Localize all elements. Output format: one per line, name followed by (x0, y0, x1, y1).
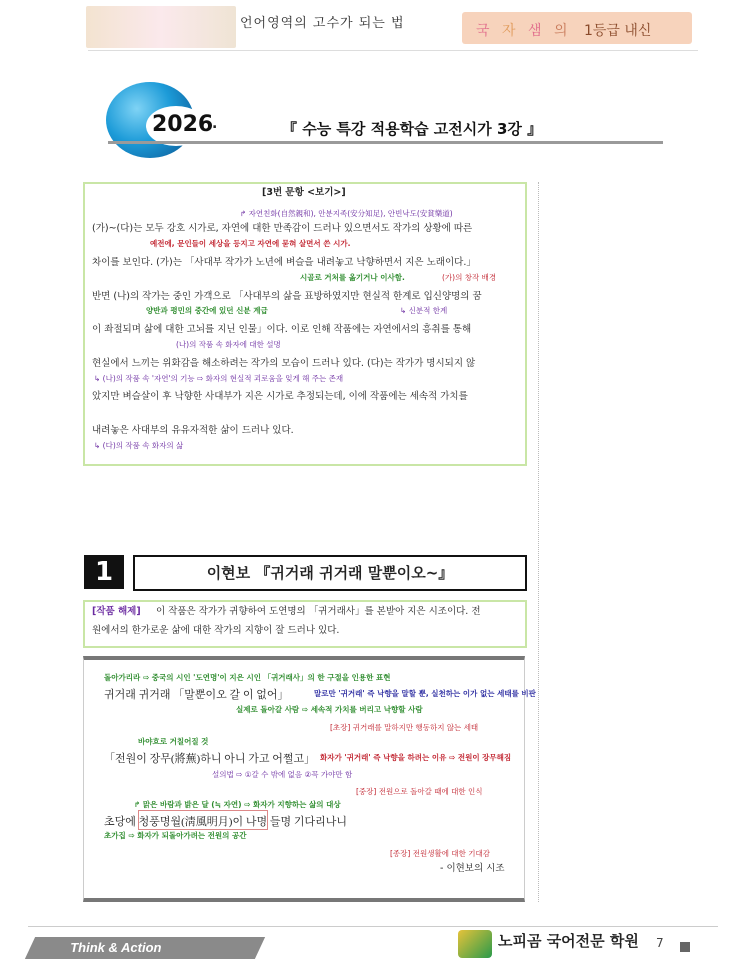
note-9: ↳ (다)의 작품 속 화자의 삶 (94, 441, 184, 450)
section-number: 1 (84, 555, 124, 589)
tag-text: 1등급 내신 (584, 23, 652, 39)
poem-line-3: 초당에 청풍명월(淸風明月)이 나명 들명 기다리나니 (104, 816, 347, 828)
header-illustration (86, 6, 236, 48)
poem-annot-7: 설의법 ⇨ ①갈 수 밖에 없음 ②꼭 가야만 함 (212, 770, 353, 779)
tag-char-2: 자 (502, 23, 516, 39)
poem-annot-2: 말로만 '귀거래' 즉 낙향을 말할 뿐, 실천하는 이가 없는 세태를 비판 (314, 689, 536, 698)
footer-slogan-bar (25, 937, 265, 959)
note-6: ↳ 신분적 한계 (400, 306, 448, 315)
poem-annot-6: 화자가 '귀거래' 즉 낙향을 하려는 이유 ⇨ 전원이 장무해짐 (320, 753, 512, 762)
bogi-line-6: 았지만 벼슬살이 후 낙향한 사대부가 지은 시가로 추정되는데, 이에 작품에는 세속적 가치를 (92, 391, 468, 402)
poem-line-1: 귀거래 귀거래 「말뿐이오 갈 이 없어」 (104, 689, 289, 701)
note-5: 양반과 평민의 중간에 있던 신분 계급 (146, 306, 268, 315)
header-tag (462, 12, 692, 44)
bogi-line-4: 이 좌절되며 삶에 대한 고뇌를 지닌 인물」이다. 이로 인해 작품에는 자연에서의 흥취를 통해 (92, 324, 472, 335)
poem-highlight-box (138, 810, 268, 830)
bogi-line-5: 현실에서 느끼는 위화감을 해소하려는 작가의 모습이 드러나 있다. (다)는 작가가 명시되지 않 (92, 358, 476, 369)
poem-annot-4: [초장] 귀거래를 말하지만 행동하지 않는 세태 (330, 723, 479, 732)
poem-annot-10: 초가집 ⇨ 화자가 되돌아가려는 전원의 공간 (104, 831, 247, 840)
page-number: 7 (656, 936, 664, 950)
bogi-heading: [3번 문항 <보기>] (262, 187, 346, 198)
bogi-line-2: 차이를 보인다. (가)는 「사대부 작가가 노년에 벼슬을 내려놓고 낙향하면서 지은 노래이다.」 (92, 257, 476, 268)
note-1: ↱ 자연친화(自然親和), 안분지족(安分知足), 안빈낙도(安貧樂道) (240, 209, 453, 218)
explain-label: [작품 해제] (92, 606, 141, 617)
academy-logo (458, 930, 492, 958)
tag-char-4: 의 (554, 23, 568, 39)
page-title: 『 수능 특강 적용학습 고전시가 3강 』 (282, 120, 543, 138)
bogi-line-3: 반면 (나)의 작가는 중인 가객으로 「사대부의 삶을 표방하였지만 현실적 한계로 입신양명의 꿈 (92, 291, 482, 302)
tag-char-3: 샘 (528, 23, 542, 39)
poem-annot-8: [중장] 전원으로 돌아갈 때에 대한 인식 (356, 787, 483, 796)
poem-annot-1: 돌아가리라 ⇨ 중국의 시인 '도연명'이 지은 시인 「귀거래사」의 한 구절을 인용한 표현 (104, 673, 391, 682)
note-2: 예전에, 문인들이 세상을 등지고 자연에 묻혀 살면서 쓴 시가. (150, 239, 351, 248)
logo-dot: . (212, 116, 218, 132)
title-rule (108, 141, 663, 144)
explain-line-2: 원에서의 한가로운 삶에 대한 작가의 지향이 잘 드러나 있다. (92, 625, 340, 636)
poem-annot-3: 실제로 돌아갈 사람 ⇨ 세속적 가치를 버리고 낙향할 사람 (236, 705, 423, 714)
poem-annot-9: ↱ 맑은 바람과 밝은 달 (≒ 자연) ⇨ 화자가 지향하는 삶의 대상 (134, 800, 341, 809)
header-title: 언어영역의 고수가 되는 법 (240, 16, 405, 31)
note-4: (가)의 창작 배경 (442, 273, 497, 282)
note-8: ↳ (나)의 작품 속 '자연'의 기능 ⇨ 화자의 현실적 괴로움을 잊게 해 주는 존재 (94, 374, 344, 383)
column-guide (538, 182, 539, 902)
note-3: 시골로 거처를 옮기거나 이사함. (300, 273, 405, 282)
footer-slogan: Think & Action (70, 940, 162, 955)
bogi-line-1: (가)~(다)는 모두 강호 시가로, 자연에 대한 만족감이 드러나 있으면서도 작가의 상황에 따른 (92, 223, 473, 234)
bogi-line-7: 내려놓은 사대부의 유유자적한 삶이 드러나 있다. (92, 425, 294, 436)
poem-annot-11: [종장] 전원생활에 대한 기대감 (390, 849, 490, 858)
poem-annot-5: 바야흐로 거칠어질 것 (138, 737, 209, 746)
footer-academy: 노피곰 국어전문 학원 (498, 932, 639, 950)
explain-line-1: 이 작품은 작가가 귀향하여 도연명의 「귀거래사」를 본받아 지은 시조이다. 전 (156, 606, 481, 617)
note-7: (나)의 작품 속 화자에 대한 설명 (176, 340, 281, 349)
logo-year: 2026 (152, 112, 214, 137)
tag-char-1: 국 (476, 23, 490, 39)
header-divider (88, 50, 698, 51)
page-corner-mark (680, 942, 690, 952)
poem-author: - 이현보의 시조 (440, 863, 505, 874)
poem-line-2: 「전원이 장무(將蕪)하니 아니 가고 어쩔고」 (104, 753, 316, 765)
section-title: 이현보 『귀거래 귀거래 말뿐이오~』 (133, 555, 527, 591)
footer-divider (28, 926, 718, 927)
